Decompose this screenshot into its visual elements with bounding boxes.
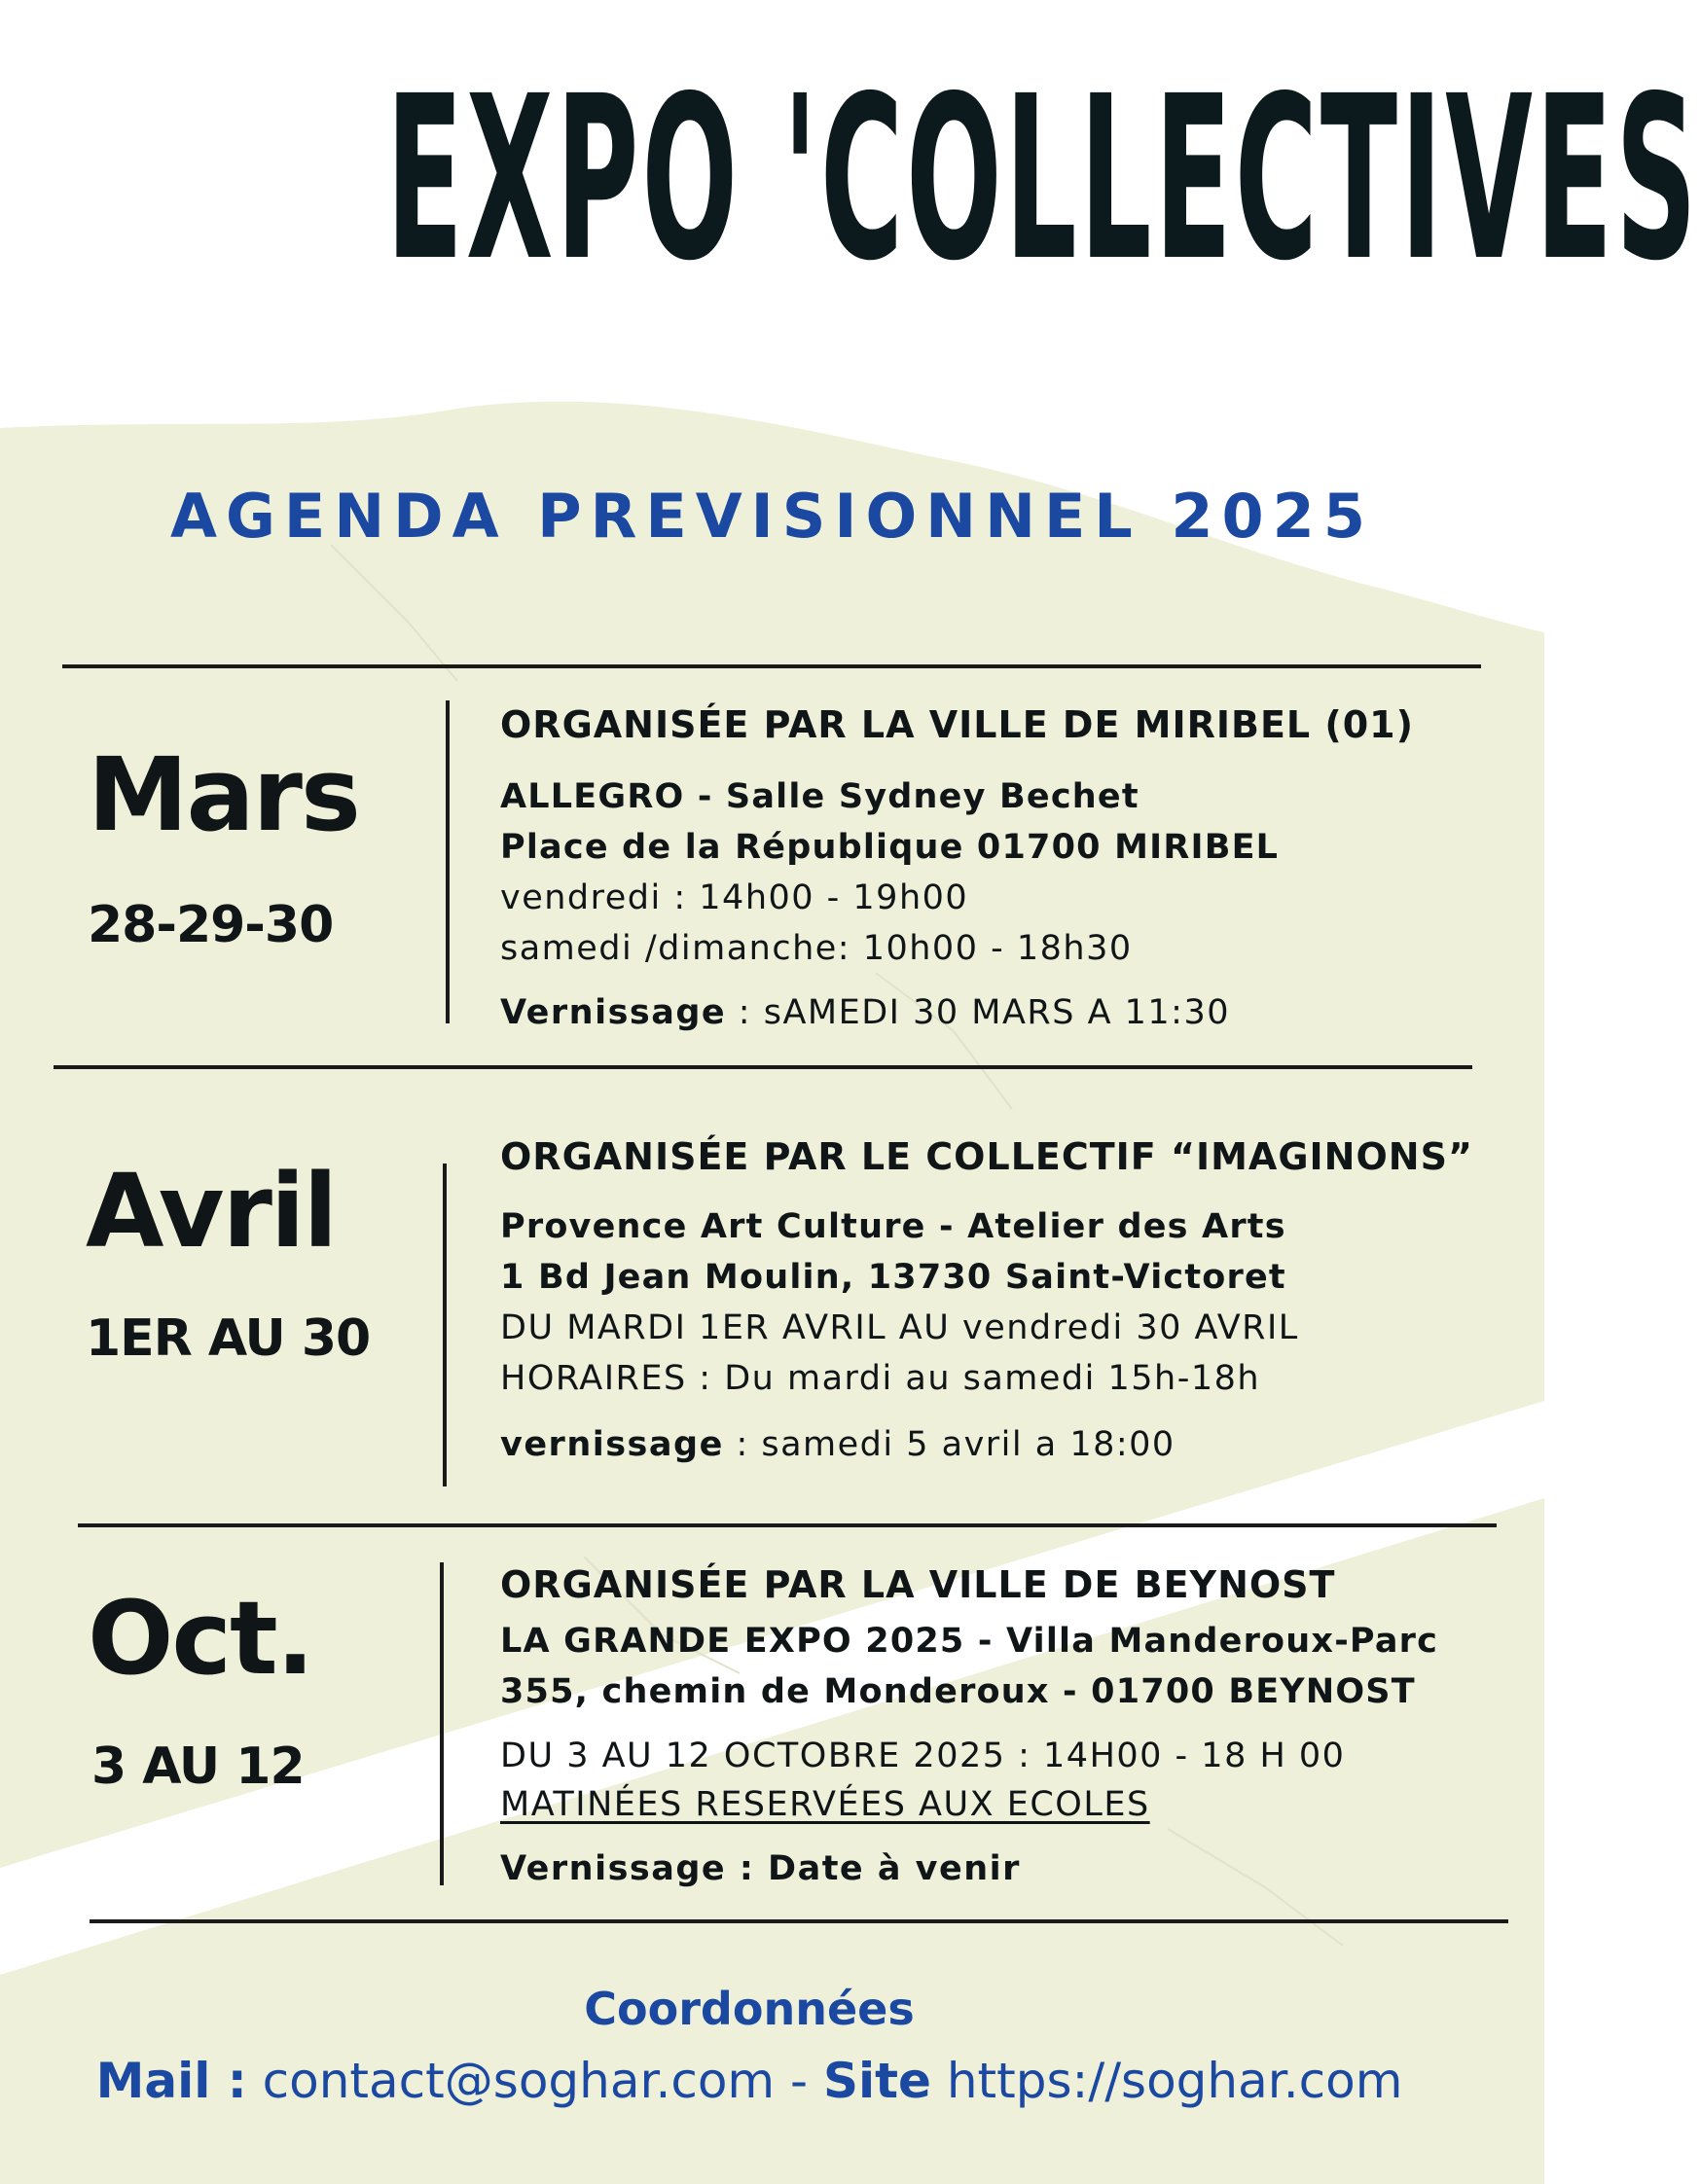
event-month: Avril bbox=[86, 1152, 337, 1271]
site-link[interactable]: https://soghar.com bbox=[930, 2053, 1403, 2109]
event-hours: samedi /dimanche: 10h00 - 18h30 bbox=[500, 929, 1133, 968]
event-venue: ALLEGRO - Salle Sydney Bechet bbox=[500, 777, 1139, 816]
event-separator bbox=[446, 700, 450, 1023]
event-organizer: ORGANISÉE PAR LE COLLECTIF “IMAGINONS” bbox=[500, 1135, 1473, 1178]
divider bbox=[78, 1523, 1497, 1527]
event-hours: HORAIRES : Du mardi au samedi 15h-18h bbox=[500, 1359, 1261, 1398]
event-venue: Provence Art Culture - Atelier des Arts bbox=[500, 1207, 1286, 1246]
vernissage-label: Vernissage : Date à venir bbox=[500, 1849, 1021, 1888]
event-address: Place de la République 01700 MIRIBEL bbox=[500, 828, 1280, 867]
site-label: Site bbox=[822, 2053, 931, 2109]
event-month: Oct. bbox=[88, 1579, 313, 1698]
agenda-subtitle: AGENDA PREVISIONNEL 2025 bbox=[170, 481, 1374, 552]
mail-link[interactable]: contact@soghar.com - bbox=[246, 2053, 823, 2109]
event-dates: 28-29-30 bbox=[88, 896, 334, 954]
vernissage-label: Vernissage bbox=[500, 993, 727, 1032]
vernissage-date: : sAMEDI 30 MARS A 11:30 bbox=[726, 993, 1230, 1032]
event-address: 355, chemin de Monderoux - 01700 BEYNOST bbox=[500, 1672, 1416, 1711]
divider-bottom bbox=[90, 1919, 1508, 1923]
event-vernissage bbox=[500, 993, 1230, 1032]
event-venue: LA GRANDE EXPO 2025 - Villa Manderoux-Parc bbox=[500, 1622, 1439, 1661]
event-month: Mars bbox=[88, 735, 359, 854]
event-vernissage bbox=[500, 1849, 1021, 1888]
vernissage-label: vernissage bbox=[500, 1425, 724, 1464]
contact-title: Coordonnées bbox=[584, 1983, 915, 2035]
event-hours: DU MARDI 1ER AVRIL AU vendredi 30 AVRIL bbox=[500, 1308, 1299, 1347]
event-hours: vendredi : 14h00 - 19h00 bbox=[500, 878, 969, 917]
vernissage-date: : samedi 5 avril a 18:00 bbox=[723, 1425, 1176, 1464]
event-note: MATINÉES RESERVÉES AUX ECOLES bbox=[500, 1785, 1150, 1824]
event-hours: DU 3 AU 12 OCTOBRE 2025 : 14H00 - 18 H 00 bbox=[500, 1736, 1346, 1775]
event-address: 1 Bd Jean Moulin, 13730 Saint-Victoret bbox=[500, 1258, 1286, 1297]
poster-title: EXPO 'COLLECTIVES bbox=[385, 48, 1700, 310]
event-organizer: ORGANISÉE PAR LA VILLE DE BEYNOST bbox=[500, 1563, 1336, 1606]
event-vernissage bbox=[500, 1425, 1176, 1464]
event-organizer: ORGANISÉE PAR LA VILLE DE MIRIBEL (01) bbox=[500, 703, 1414, 746]
event-separator bbox=[440, 1562, 444, 1885]
event-dates: 1ER AU 30 bbox=[86, 1309, 371, 1368]
mail-label: Mail : bbox=[95, 2053, 247, 2109]
event-dates: 3 AU 12 bbox=[91, 1737, 305, 1796]
divider-top bbox=[62, 664, 1481, 668]
divider bbox=[54, 1065, 1472, 1069]
contact-line bbox=[0, 2053, 1499, 2109]
event-separator bbox=[443, 1164, 447, 1486]
